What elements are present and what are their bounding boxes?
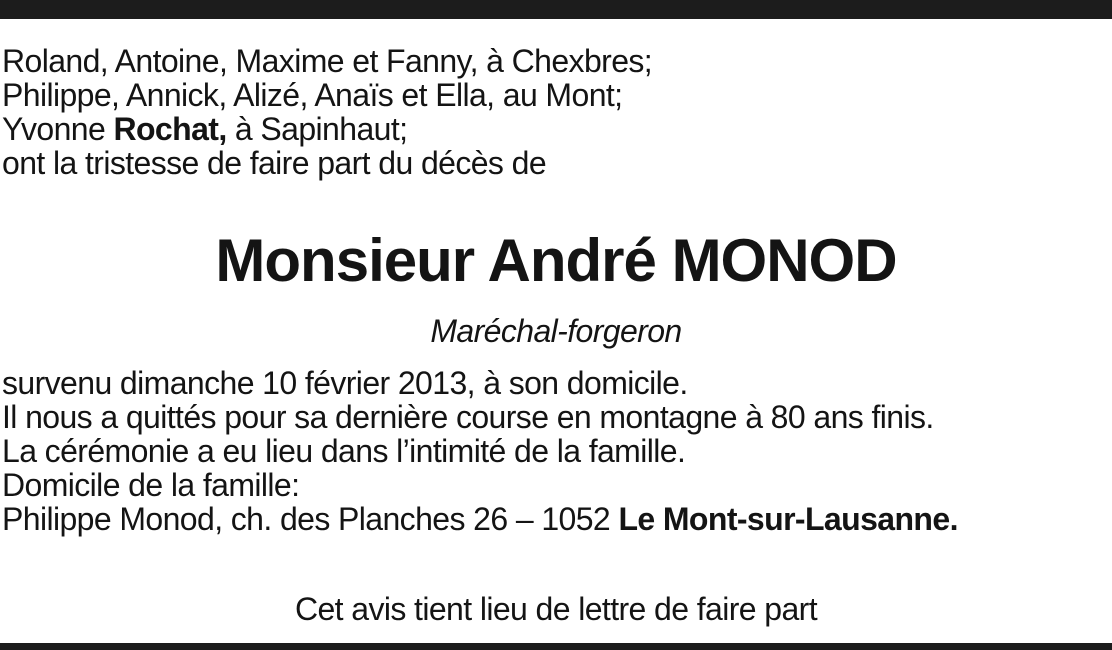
- intro-line: Roland, Antoine, Maxime et Fanny, à Chexbres;: [2, 43, 653, 79]
- address-text: Philippe Monod, ch. des Planches 26 – 1052: [2, 501, 611, 537]
- intro-text: Yvonne: [2, 111, 106, 147]
- body-line: Il nous a quittés pour sa dernière course en montagne à 80 ans finis.: [2, 399, 934, 435]
- deceased-name: Monsieur André MONOD: [215, 227, 897, 294]
- intro-bold-name: Rochat,: [113, 111, 227, 147]
- top-rule: [0, 0, 1112, 19]
- body-line: Domicile de la famille:: [2, 467, 300, 503]
- intro-line: [2, 112, 1110, 146]
- intro-line: ont la tristesse de faire part du décès de: [2, 145, 547, 181]
- bottom-rule: [0, 643, 1112, 650]
- intro-line: Philippe, Annick, Alizé, Anaïs et Ella, au Mont;: [2, 77, 623, 113]
- intro-text: à Sapinhaut;: [234, 111, 408, 147]
- body-line: survenu dimanche 10 février 2013, à son domicile.: [2, 365, 688, 401]
- intro-paragraph: [2, 44, 1110, 180]
- deceased-profession: Maréchal-forgeron: [430, 313, 682, 349]
- closing-note: Cet avis tient lieu de lettre de faire part: [294, 591, 818, 627]
- address-bold-locality: Le Mont-sur-Lausanne.: [618, 501, 958, 537]
- body-paragraph: [2, 366, 1110, 536]
- body-line: La cérémonie a eu lieu dans l’intimité de la famille.: [2, 433, 686, 469]
- address-line: [2, 502, 1110, 536]
